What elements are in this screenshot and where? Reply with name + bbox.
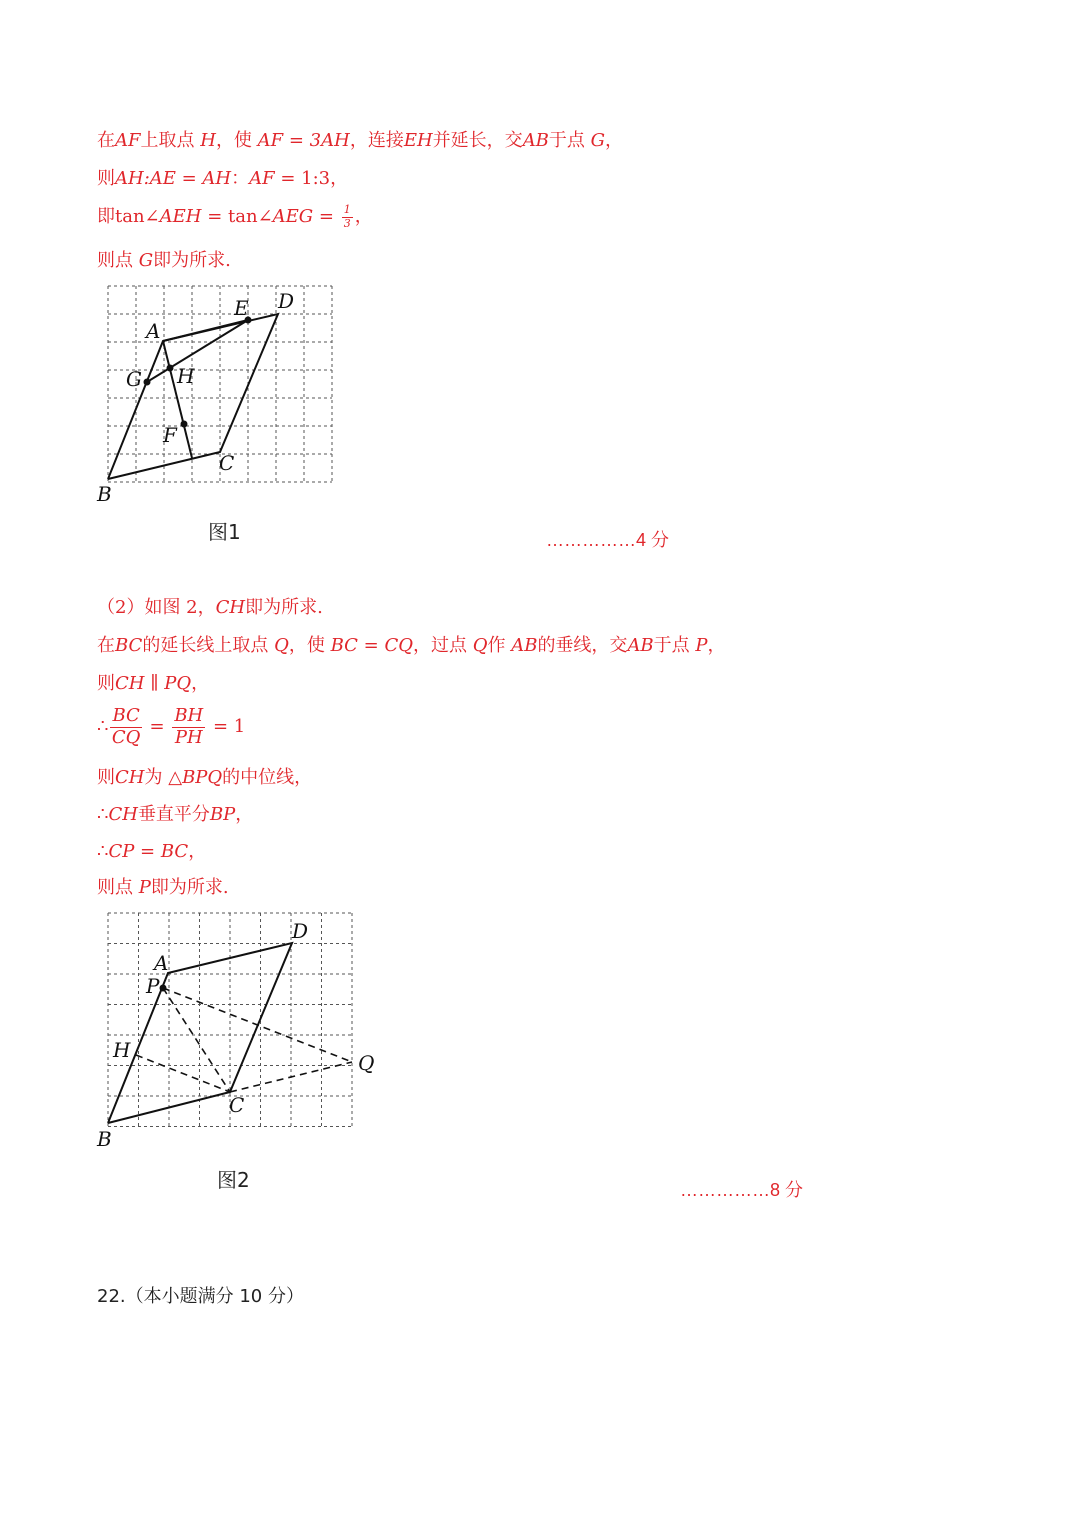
point-f — [181, 421, 188, 428]
label-c: C — [219, 451, 235, 475]
segment-ch — [136, 1055, 230, 1092]
solution-line: ∴CH垂直平分BP， — [97, 804, 254, 825]
segment-pq — [163, 988, 352, 1062]
label-p: P — [146, 974, 160, 998]
segment-ae — [163, 320, 248, 341]
point-p — [160, 985, 167, 992]
label-g: G — [126, 367, 142, 391]
figure-1-caption: 图1 — [208, 520, 241, 544]
fraction-bh-ph: $\frac{BH}{PH}$ — [174, 705, 204, 748]
figure-2-caption: 图2 — [217, 1168, 250, 1192]
label-h: H — [113, 1038, 131, 1062]
question-22-heading: 22.（本小题满分 10 分） — [97, 1286, 304, 1307]
score-marker-2: ……………8 分 — [680, 1180, 804, 1200]
solution-line: ∴CP = BC， — [97, 841, 207, 862]
label-d: D — [292, 919, 309, 943]
solution-line: ∴ $\frac{BC}{CQ}$ = $\frac{BH}{PH}$ = 1 — [97, 705, 246, 748]
solution-line: 则CH ∥ PQ， — [97, 673, 210, 694]
label-q: Q — [358, 1051, 375, 1075]
solution-line: 则点 G即为所求. — [97, 250, 231, 271]
fraction-bc-cq: $\frac{BC}{CQ}$ — [111, 705, 141, 748]
label-e: E — [234, 296, 249, 320]
label-c: C — [229, 1093, 245, 1117]
figure-1-diagram — [95, 280, 355, 510]
solution-line: 即tan∠AEH = tan∠AEG = $\frac{1}{3}$ ， — [97, 203, 373, 230]
label-b: B — [97, 482, 112, 506]
solution-line: 则点 P即为所求. — [97, 877, 229, 898]
point-h — [167, 365, 174, 372]
score-marker-1: ……………4 分 — [546, 530, 670, 550]
label-a: A — [146, 319, 161, 343]
fraction: $\frac{1}{3}$ — [343, 203, 351, 230]
label-d: D — [278, 289, 295, 313]
solution-line: 则AH:AE = AH：AF = 1:3， — [97, 168, 349, 189]
segment-eg — [147, 320, 248, 382]
solution-line: 在AF上取点 H，使 AF = 3AH，连接EH并延长，交AB于点 G， — [97, 130, 624, 151]
label-f: F — [163, 423, 177, 447]
label-a: A — [154, 951, 169, 975]
point-g — [144, 379, 151, 386]
figure-2-diagram — [95, 905, 395, 1155]
solution-line: 在BC的延长线上取点 Q，使 BC = CQ，过点 Q作 AB的垂线，交AB于点 P， — [97, 635, 726, 656]
segment-cp — [163, 988, 230, 1092]
label-h: H — [177, 364, 195, 388]
solution-line: 则CH为 △BPQ的中位线， — [97, 767, 313, 788]
solution-line: （2）如图 2，CH即为所求. — [97, 597, 323, 618]
label-b: B — [97, 1127, 112, 1151]
